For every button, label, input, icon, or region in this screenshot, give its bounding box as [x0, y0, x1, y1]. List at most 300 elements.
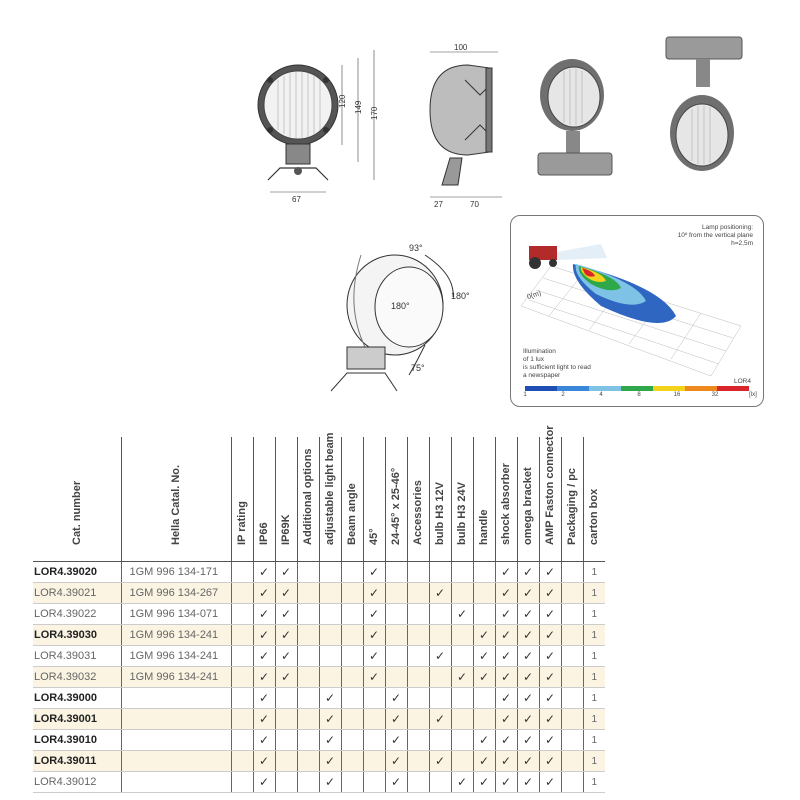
empty-cell	[231, 730, 253, 751]
check-cell: ✓	[473, 667, 495, 688]
column-header	[429, 437, 451, 562]
check-cell: ✓	[275, 562, 297, 583]
cat-number-cell: LOR4.39031	[33, 646, 121, 667]
check-cell: ✓	[473, 730, 495, 751]
cat-number-cell: LOR4.39001	[33, 709, 121, 730]
table-row	[33, 604, 605, 625]
check-cell: ✓	[495, 730, 517, 751]
table-row	[33, 751, 605, 772]
empty-cell	[341, 583, 363, 604]
empty-cell	[275, 772, 297, 793]
cat-number-cell: LOR4.39020	[33, 562, 121, 583]
check-cell: ✓	[517, 667, 539, 688]
angle-up: 93°	[409, 243, 423, 253]
check-cell: ✓	[473, 625, 495, 646]
column-header-label: shock absorber	[500, 463, 512, 545]
empty-cell	[561, 751, 583, 772]
cat-number-cell: LOR4.39000	[33, 688, 121, 709]
hella-number-cell	[121, 730, 231, 751]
empty-cell	[407, 667, 429, 688]
empty-cell	[561, 646, 583, 667]
spec-table	[33, 425, 605, 793]
carton-box-cell: 1	[583, 604, 605, 625]
table-row	[33, 688, 605, 709]
check-cell: ✓	[385, 709, 407, 730]
column-header-label: bulb H3 12V	[434, 482, 446, 545]
check-cell: ✓	[319, 688, 341, 709]
dim-100: 100	[454, 43, 468, 52]
empty-cell	[319, 562, 341, 583]
table-row	[33, 709, 605, 730]
column-header	[473, 437, 495, 562]
table-row	[33, 583, 605, 604]
check-cell: ✓	[495, 562, 517, 583]
empty-cell	[341, 751, 363, 772]
lux-scale-segment	[685, 386, 717, 391]
empty-cell	[451, 562, 473, 583]
table-row	[33, 667, 605, 688]
lux-scale-segment	[717, 386, 749, 391]
empty-cell	[363, 751, 385, 772]
empty-cell	[341, 562, 363, 583]
carton-box-cell: 1	[583, 751, 605, 772]
check-cell: ✓	[539, 772, 561, 793]
empty-cell	[231, 583, 253, 604]
cat-number-cell: LOR4.39011	[33, 751, 121, 772]
empty-cell	[231, 772, 253, 793]
check-cell: ✓	[319, 772, 341, 793]
check-cell: ✓	[451, 772, 473, 793]
empty-cell	[297, 625, 319, 646]
column-header	[33, 437, 121, 562]
lux-scale-segment	[653, 386, 685, 391]
lux-scale-label: 16	[673, 392, 681, 398]
hella-number-cell	[121, 709, 231, 730]
carton-box-cell: 1	[583, 730, 605, 751]
check-cell: ✓	[363, 583, 385, 604]
column-header-label: carton box	[588, 488, 601, 545]
empty-cell	[341, 667, 363, 688]
empty-cell	[407, 730, 429, 751]
check-cell: ✓	[539, 625, 561, 646]
empty-cell	[231, 562, 253, 583]
empty-cell	[341, 709, 363, 730]
check-cell: ✓	[253, 583, 275, 604]
empty-cell	[429, 688, 451, 709]
check-cell: ✓	[517, 583, 539, 604]
check-cell: ✓	[275, 625, 297, 646]
check-cell: ✓	[517, 625, 539, 646]
empty-cell	[319, 625, 341, 646]
empty-cell	[407, 772, 429, 793]
empty-cell	[341, 604, 363, 625]
check-cell: ✓	[319, 730, 341, 751]
note-4: a newspaper	[523, 372, 561, 379]
dim-149: 149	[354, 100, 363, 114]
column-header	[121, 437, 231, 562]
empty-cell	[473, 604, 495, 625]
lux-scale-segment	[557, 386, 589, 391]
lux-scale-label: 2	[561, 392, 565, 398]
empty-cell	[275, 709, 297, 730]
empty-cell	[561, 667, 583, 688]
check-cell: ✓	[495, 751, 517, 772]
empty-cell	[297, 583, 319, 604]
check-cell: ✓	[539, 709, 561, 730]
empty-cell	[473, 709, 495, 730]
check-cell: ✓	[385, 751, 407, 772]
check-cell: ✓	[495, 604, 517, 625]
check-cell: ✓	[253, 751, 275, 772]
dim-120: 120	[338, 94, 347, 108]
carton-box-cell: 1	[583, 562, 605, 583]
column-header	[275, 437, 297, 562]
column-header-label: IP69K	[280, 514, 292, 545]
check-cell: ✓	[473, 772, 495, 793]
column-header-label: adjustable light beam	[324, 432, 336, 545]
empty-cell	[341, 730, 363, 751]
cat-number-cell: LOR4.39010	[33, 730, 121, 751]
column-header	[407, 437, 429, 562]
empty-cell	[385, 667, 407, 688]
column-header-label: handle	[478, 509, 490, 545]
column-header	[451, 437, 473, 562]
dim-67: 67	[292, 195, 301, 204]
empty-cell	[451, 751, 473, 772]
lux-scale-label: 8	[637, 392, 641, 398]
empty-cell	[297, 709, 319, 730]
empty-cell	[275, 688, 297, 709]
note-3: is sufficient light to read	[523, 364, 591, 371]
check-cell: ✓	[253, 646, 275, 667]
empty-cell	[341, 625, 363, 646]
check-cell: ✓	[429, 709, 451, 730]
check-cell: ✓	[253, 709, 275, 730]
empty-cell	[473, 583, 495, 604]
lux-scale-segment	[525, 386, 557, 391]
column-header	[253, 437, 275, 562]
check-cell: ✓	[275, 667, 297, 688]
empty-cell	[297, 604, 319, 625]
empty-cell	[407, 646, 429, 667]
column-header	[539, 425, 561, 562]
cat-number-cell: LOR4.39021	[33, 583, 121, 604]
empty-cell	[407, 625, 429, 646]
check-cell: ✓	[319, 709, 341, 730]
hella-number-cell: 1GM 996 134-171	[121, 562, 231, 583]
check-cell: ✓	[253, 730, 275, 751]
column-header-label: Packaging / pc	[566, 467, 578, 545]
check-cell: ✓	[539, 730, 561, 751]
empty-cell	[385, 583, 407, 604]
check-cell: ✓	[363, 604, 385, 625]
check-cell: ✓	[363, 625, 385, 646]
check-cell: ✓	[539, 667, 561, 688]
lux-scale-label: 1	[523, 392, 527, 398]
cat-number-cell: LOR4.39012	[33, 772, 121, 793]
check-cell: ✓	[495, 667, 517, 688]
check-cell: ✓	[495, 583, 517, 604]
dim-70: 70	[470, 200, 479, 209]
check-cell: ✓	[517, 772, 539, 793]
empty-cell	[297, 562, 319, 583]
spec-table-header	[33, 437, 605, 562]
empty-cell	[407, 751, 429, 772]
column-header-label: omega bracket	[522, 467, 534, 545]
check-cell: ✓	[451, 667, 473, 688]
beam-title-3: h=2,5m	[731, 240, 753, 247]
column-header-label: IP66	[258, 522, 270, 545]
empty-cell	[231, 688, 253, 709]
check-cell: ✓	[517, 751, 539, 772]
dim-170: 170	[370, 106, 379, 120]
empty-cell	[385, 562, 407, 583]
empty-cell	[407, 688, 429, 709]
hella-number-cell: 1GM 996 134-071	[121, 604, 231, 625]
model-label: LOR4	[734, 378, 751, 385]
column-header-label: Cat. number	[70, 480, 83, 545]
empty-cell	[561, 730, 583, 751]
check-cell: ✓	[319, 751, 341, 772]
empty-cell	[561, 709, 583, 730]
table-row	[33, 625, 605, 646]
cat-number-cell: LOR4.39022	[33, 604, 121, 625]
table-row	[33, 730, 605, 751]
check-cell: ✓	[429, 751, 451, 772]
hella-number-cell: 1GM 996 134-241	[121, 667, 231, 688]
empty-cell	[407, 604, 429, 625]
carton-box-cell: 1	[583, 772, 605, 793]
hella-number-cell: 1GM 996 134-267	[121, 583, 231, 604]
beam-distribution-panel	[510, 215, 764, 407]
empty-cell	[231, 751, 253, 772]
check-cell: ✓	[517, 688, 539, 709]
carton-box-cell: 1	[583, 646, 605, 667]
check-cell: ✓	[539, 583, 561, 604]
note-2: of 1 lux	[523, 356, 544, 363]
check-cell: ✓	[473, 646, 495, 667]
check-cell: ✓	[517, 562, 539, 583]
empty-cell	[429, 604, 451, 625]
check-cell: ✓	[539, 562, 561, 583]
empty-cell	[231, 646, 253, 667]
empty-cell	[561, 625, 583, 646]
hella-number-cell	[121, 772, 231, 793]
empty-cell	[451, 688, 473, 709]
empty-cell	[297, 772, 319, 793]
cat-number-cell: LOR4.39032	[33, 667, 121, 688]
rotation-angles-drawing	[325, 235, 485, 400]
empty-cell	[297, 751, 319, 772]
empty-cell	[341, 688, 363, 709]
hella-number-cell: 1GM 996 134-241	[121, 625, 231, 646]
empty-cell	[341, 646, 363, 667]
empty-cell	[429, 667, 451, 688]
check-cell: ✓	[517, 709, 539, 730]
empty-cell	[561, 688, 583, 709]
front-view-drawing	[250, 40, 400, 210]
column-header-label: Additional options	[302, 448, 314, 545]
check-cell: ✓	[429, 646, 451, 667]
check-cell: ✓	[385, 688, 407, 709]
empty-cell	[363, 688, 385, 709]
empty-cell	[561, 772, 583, 793]
empty-cell	[451, 730, 473, 751]
empty-cell	[473, 688, 495, 709]
check-cell: ✓	[495, 709, 517, 730]
column-header	[385, 437, 407, 562]
column-header-label: AMP Faston connector	[544, 425, 556, 545]
check-cell: ✓	[253, 562, 275, 583]
carton-box-cell: 1	[583, 688, 605, 709]
column-header	[341, 437, 363, 562]
empty-cell	[407, 709, 429, 730]
empty-cell	[319, 667, 341, 688]
cat-number-cell: LOR4.39030	[33, 625, 121, 646]
empty-cell	[297, 688, 319, 709]
empty-cell	[363, 772, 385, 793]
empty-cell	[429, 562, 451, 583]
empty-cell	[561, 562, 583, 583]
check-cell: ✓	[495, 688, 517, 709]
empty-cell	[407, 583, 429, 604]
empty-cell	[341, 772, 363, 793]
check-cell: ✓	[451, 604, 473, 625]
empty-cell	[319, 646, 341, 667]
check-cell: ✓	[385, 730, 407, 751]
empty-cell	[363, 709, 385, 730]
carton-box-cell: 1	[583, 583, 605, 604]
lux-scale-segment	[589, 386, 621, 391]
empty-cell	[561, 583, 583, 604]
lamp-3d-view-top-mount	[660, 35, 750, 185]
empty-cell	[385, 604, 407, 625]
lux-scale-label: 32	[711, 392, 719, 398]
column-header	[561, 437, 583, 562]
check-cell: ✓	[495, 625, 517, 646]
lux-scale-labels	[523, 392, 757, 400]
column-header-label: IP rating	[236, 501, 248, 545]
hella-number-cell: 1GM 996 134-241	[121, 646, 231, 667]
note-1: Illumination	[523, 348, 556, 355]
check-cell: ✓	[253, 667, 275, 688]
check-cell: ✓	[363, 562, 385, 583]
column-header-label: bulb H3 24V	[456, 482, 468, 545]
check-cell: ✓	[473, 751, 495, 772]
carton-box-cell: 1	[583, 709, 605, 730]
lux-scale-label: 4	[599, 392, 603, 398]
beam-title-2: 10º from the vertical plane	[677, 232, 753, 239]
empty-cell	[451, 646, 473, 667]
empty-cell	[429, 730, 451, 751]
empty-cell	[319, 604, 341, 625]
table-row	[33, 646, 605, 667]
check-cell: ✓	[539, 751, 561, 772]
check-cell: ✓	[363, 646, 385, 667]
empty-cell	[297, 667, 319, 688]
check-cell: ✓	[275, 646, 297, 667]
check-cell: ✓	[429, 583, 451, 604]
empty-cell	[319, 583, 341, 604]
column-header	[319, 432, 341, 562]
hella-number-cell	[121, 688, 231, 709]
check-cell: ✓	[253, 688, 275, 709]
empty-cell	[451, 709, 473, 730]
column-header-label: Beam angle	[346, 483, 358, 545]
column-header	[495, 437, 517, 562]
check-cell: ✓	[495, 646, 517, 667]
empty-cell	[297, 646, 319, 667]
angle-horizontal-outer: 180°	[451, 291, 470, 301]
empty-cell	[561, 604, 583, 625]
table-row	[33, 772, 605, 793]
column-header-label: 45°	[368, 528, 380, 545]
angle-horizontal-inner: 180°	[391, 301, 410, 311]
side-view-drawing	[420, 40, 510, 210]
check-cell: ✓	[539, 646, 561, 667]
empty-cell	[385, 646, 407, 667]
empty-cell	[385, 625, 407, 646]
empty-cell	[231, 625, 253, 646]
axis-unit: 0(m)	[526, 289, 543, 302]
column-header	[297, 437, 319, 562]
empty-cell	[275, 730, 297, 751]
check-cell: ✓	[539, 688, 561, 709]
empty-cell	[407, 562, 429, 583]
empty-cell	[231, 667, 253, 688]
empty-cell	[429, 772, 451, 793]
lux-scale-bar	[525, 386, 749, 391]
empty-cell	[297, 730, 319, 751]
check-cell: ✓	[517, 604, 539, 625]
column-header	[363, 437, 385, 562]
check-cell: ✓	[517, 730, 539, 751]
lux-scale-label: [lx]	[749, 392, 757, 398]
check-cell: ✓	[275, 583, 297, 604]
empty-cell	[473, 562, 495, 583]
column-header-label: Accessories	[412, 480, 424, 545]
empty-cell	[429, 625, 451, 646]
column-header	[231, 437, 253, 562]
hella-number-cell	[121, 751, 231, 772]
check-cell: ✓	[253, 772, 275, 793]
check-cell: ✓	[275, 604, 297, 625]
check-cell: ✓	[363, 667, 385, 688]
lamp-3d-view-bottom-mount	[530, 35, 620, 185]
empty-cell	[451, 625, 473, 646]
carton-box-cell: 1	[583, 667, 605, 688]
beam-title-1: Lamp positioning:	[702, 224, 753, 231]
empty-cell	[231, 604, 253, 625]
column-header	[583, 437, 605, 562]
dim-27: 27	[434, 200, 443, 209]
check-cell: ✓	[495, 772, 517, 793]
angle-down: 75°	[411, 363, 425, 373]
check-cell: ✓	[385, 772, 407, 793]
check-cell: ✓	[253, 625, 275, 646]
column-header	[517, 437, 539, 562]
check-cell: ✓	[539, 604, 561, 625]
empty-cell	[231, 709, 253, 730]
carton-box-cell: 1	[583, 625, 605, 646]
empty-cell	[363, 730, 385, 751]
column-header-label: 24-45° x 25-46°	[390, 467, 402, 545]
empty-cell	[451, 583, 473, 604]
lux-scale-segment	[621, 386, 653, 391]
empty-cell	[275, 751, 297, 772]
check-cell: ✓	[517, 646, 539, 667]
table-row	[33, 562, 605, 583]
